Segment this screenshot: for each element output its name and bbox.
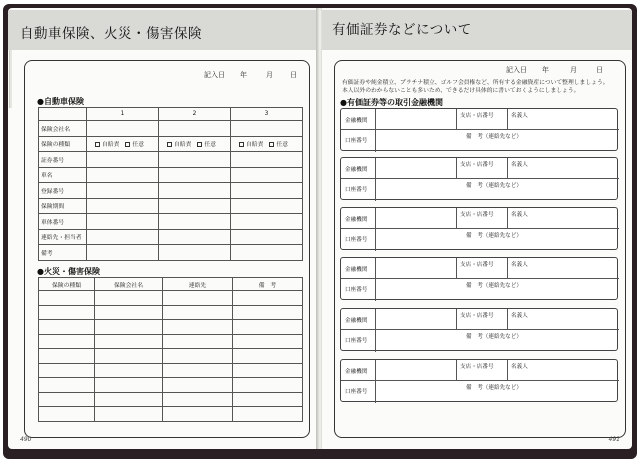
notes-label: 備 考（連絡先など） (466, 283, 522, 289)
entry-cell[interactable] (231, 245, 303, 261)
divider (456, 158, 457, 178)
entry-cell[interactable] (163, 334, 233, 349)
divider (507, 208, 508, 228)
divider (375, 158, 376, 201)
checkbox-option[interactable] (125, 139, 144, 148)
bank-record (340, 359, 618, 402)
branch-label: 支店・店番号 (460, 262, 494, 268)
column-header: 保険会社名 (95, 278, 163, 291)
account-label: 口座番号 (345, 287, 368, 293)
branch-label: 支店・店番号 (460, 162, 494, 168)
fire-insurance-table (38, 277, 303, 422)
entry-cell[interactable] (159, 229, 231, 245)
checkbox-icon[interactable] (167, 142, 172, 147)
institution-label: 金融機関 (345, 369, 368, 375)
column-header: 1 (87, 108, 159, 121)
table-row (39, 320, 303, 335)
right-page (322, 8, 632, 449)
right-page-title: 有価証券などについて (332, 22, 472, 38)
table-row (39, 291, 303, 306)
institution-label: 金融機関 (345, 118, 368, 124)
holder-label: 名義人 (511, 212, 528, 218)
checkbox-icon[interactable] (197, 142, 202, 147)
checkbox-icon[interactable] (239, 142, 244, 147)
table-row (39, 407, 303, 422)
branch-label: 支店・店番号 (460, 212, 494, 218)
entry-cell[interactable] (233, 320, 303, 335)
account-label: 口座番号 (345, 389, 368, 395)
auto-insurance-title: ●自動車保険 (37, 97, 84, 106)
entry-cell[interactable] (39, 291, 95, 306)
institution-field[interactable] (377, 110, 455, 128)
entry-cell[interactable] (159, 121, 231, 137)
table-row (39, 152, 303, 168)
entry-cell[interactable] (87, 198, 159, 214)
divider (375, 258, 376, 301)
holder-label: 名義人 (511, 262, 528, 268)
entry-cell[interactable] (95, 378, 163, 393)
entry-cell[interactable] (233, 349, 303, 364)
divider (375, 208, 376, 251)
notes-label: 備 考（連絡先など） (466, 134, 522, 140)
divider (375, 109, 376, 152)
entry-cell[interactable] (159, 152, 231, 168)
holder-label: 名義人 (511, 364, 528, 370)
divider (341, 329, 456, 330)
auto-insurance-table (38, 107, 303, 261)
holder-label: 名義人 (511, 313, 528, 319)
checkbox-icon[interactable] (95, 142, 100, 147)
entry-cell[interactable] (159, 136, 231, 152)
divider (375, 309, 376, 352)
entry-cell[interactable] (95, 349, 163, 364)
account-label: 口座番号 (345, 187, 368, 193)
entry-cell[interactable] (233, 392, 303, 407)
divider (456, 329, 619, 330)
notes-label: 備 考（連絡先など） (466, 183, 522, 189)
entry-cell[interactable] (163, 305, 233, 320)
entry-cell[interactable] (163, 378, 233, 393)
table-row (39, 334, 303, 349)
divider (456, 208, 457, 228)
divider (341, 228, 456, 229)
entry-cell[interactable] (95, 392, 163, 407)
bank-record (340, 157, 618, 200)
account-label: 口座番号 (345, 338, 368, 344)
table-row (39, 214, 303, 230)
entry-cell[interactable] (87, 229, 159, 245)
table-row (39, 198, 303, 214)
holder-label: 名義人 (511, 113, 528, 119)
date-month: 月 (266, 71, 273, 79)
checkbox-label: 任意 (132, 142, 145, 149)
divider (375, 360, 376, 403)
checkbox-option[interactable] (269, 139, 288, 148)
entry-cell[interactable] (163, 363, 233, 378)
institution-field[interactable] (377, 259, 455, 277)
entry-cell[interactable] (39, 305, 95, 320)
left-header-band (8, 10, 318, 50)
date-day: 日 (596, 66, 603, 74)
entry-cell[interactable] (231, 136, 303, 152)
entry-cell[interactable] (87, 152, 159, 168)
entry-cell[interactable] (87, 214, 159, 230)
institution-label: 金融機関 (345, 167, 368, 173)
checkbox-label: 自賠責 (102, 142, 120, 149)
left-page-title: 自動車保険、火災・傷害保険 (20, 26, 202, 42)
bank-record (340, 257, 618, 300)
account-label: 口座番号 (345, 138, 368, 144)
row-label: 車名 (39, 167, 87, 183)
checkbox-icon[interactable] (125, 142, 130, 147)
table-row (39, 305, 303, 320)
divider (507, 309, 508, 329)
checkbox-option[interactable] (95, 139, 119, 148)
table-row (39, 183, 303, 199)
checkbox-option[interactable] (167, 139, 191, 148)
account-field[interactable] (377, 131, 455, 150)
account-field[interactable] (377, 230, 455, 249)
checkbox-label: 自賠責 (174, 142, 192, 149)
left-page-number: 490 (20, 436, 32, 443)
date-year: 年 (542, 66, 549, 74)
entry-cell[interactable] (163, 349, 233, 364)
bank-record (340, 308, 618, 351)
divider (456, 129, 619, 130)
branch-label: 支店・店番号 (460, 113, 494, 119)
institution-field[interactable] (377, 361, 455, 379)
fire-insurance-title: ●火災・傷害保険 (37, 267, 100, 276)
entry-cell[interactable] (233, 291, 303, 306)
entry-cell[interactable] (159, 167, 231, 183)
entry-cell[interactable] (231, 198, 303, 214)
entry-cell[interactable] (233, 305, 303, 320)
date-month: 月 (570, 66, 577, 74)
account-label: 口座番号 (345, 237, 368, 243)
entry-cell[interactable] (95, 407, 163, 422)
entry-cell[interactable] (39, 334, 95, 349)
divider (456, 109, 457, 129)
checkbox-label: 自賠責 (246, 142, 264, 149)
row-label: 保険期間 (39, 198, 87, 214)
column-header: 連絡先 (163, 278, 233, 291)
column-header: 備 考 (233, 278, 303, 291)
table-row (39, 229, 303, 245)
checkbox-label: 任意 (276, 142, 289, 149)
entry-cell[interactable] (231, 214, 303, 230)
institution-field[interactable] (377, 310, 455, 328)
divider (507, 258, 508, 278)
divider (456, 380, 619, 381)
bank-record (340, 207, 618, 250)
account-field[interactable] (377, 280, 455, 299)
entry-cell[interactable] (159, 183, 231, 199)
entry-cell[interactable] (87, 167, 159, 183)
entry-cell[interactable] (231, 167, 303, 183)
column-header: 2 (159, 108, 231, 121)
row-label: 保険の種類 (39, 136, 87, 152)
checkbox-label: 任意 (204, 142, 217, 149)
institution-field[interactable] (377, 159, 455, 177)
date-label: 記入日 (204, 71, 225, 79)
institution-label: 金融機関 (345, 267, 368, 273)
divider (507, 109, 508, 129)
entry-cell[interactable] (39, 349, 95, 364)
table-corner-cell (39, 108, 87, 121)
row-label: 車体番号 (39, 214, 87, 230)
divider (456, 360, 457, 380)
table-row (39, 121, 303, 137)
left-page (8, 8, 318, 449)
entry-cell[interactable] (231, 121, 303, 137)
entry-cell[interactable] (233, 378, 303, 393)
entry-cell[interactable] (39, 320, 95, 335)
entry-cell[interactable] (87, 136, 159, 152)
right-header-band (322, 10, 632, 50)
entry-cell[interactable] (163, 407, 233, 422)
institution-field[interactable] (377, 209, 455, 227)
divider (456, 309, 457, 329)
notes-label: 備 考（連絡先など） (466, 334, 522, 340)
column-header: 保険の種類 (39, 278, 95, 291)
intro-text: 有価証券や純金積立、プラチナ積立、ゴルフ会員権など、所有する金融資産について整理しましょう。本人以外のわからないことも多いため、できるだけ具体的に書いておくようにしましょう。 (342, 80, 609, 94)
entry-cell[interactable] (95, 305, 163, 320)
row-label: 証券番号 (39, 152, 87, 168)
table-row (39, 349, 303, 364)
row-label: 連絡先・担当者 (39, 229, 87, 245)
entry-cell[interactable] (87, 183, 159, 199)
entry-cell[interactable] (231, 152, 303, 168)
entry-cell[interactable] (95, 291, 163, 306)
divider (341, 129, 456, 130)
table-row (39, 363, 303, 378)
holder-label: 名義人 (511, 162, 528, 168)
entry-cell[interactable] (39, 378, 95, 393)
entry-cell[interactable] (231, 183, 303, 199)
date-year: 年 (240, 71, 247, 79)
institution-label: 金融機関 (345, 217, 368, 223)
table-row (39, 167, 303, 183)
date-day: 日 (290, 71, 297, 79)
divider (341, 380, 456, 381)
notes-label: 備 考（連絡先など） (466, 385, 522, 391)
entry-cell[interactable] (233, 363, 303, 378)
entry-cell[interactable] (95, 320, 163, 335)
entry-cell[interactable] (39, 407, 95, 422)
branch-label: 支店・店番号 (460, 313, 494, 319)
entry-cell[interactable] (233, 407, 303, 422)
table-header-row (39, 278, 303, 291)
entry-cell[interactable] (231, 229, 303, 245)
row-label: 保険会社名 (39, 121, 87, 137)
divider (341, 178, 456, 179)
table-row (39, 245, 303, 261)
row-label: 登録番号 (39, 183, 87, 199)
table-row (39, 136, 303, 152)
table-row (39, 378, 303, 393)
account-field[interactable] (377, 331, 455, 350)
institution-label: 金融機関 (345, 318, 368, 324)
date-label: 記入日 (506, 66, 527, 74)
bank-record (340, 108, 618, 151)
entry-cell[interactable] (95, 363, 163, 378)
entry-cell[interactable] (163, 291, 233, 306)
entry-cell[interactable] (159, 214, 231, 230)
divider (341, 278, 456, 279)
branch-label: 支店・店番号 (460, 364, 494, 370)
account-field[interactable] (377, 180, 455, 199)
divider (456, 228, 619, 229)
entry-cell[interactable] (95, 334, 163, 349)
column-header: 3 (231, 108, 303, 121)
divider (456, 258, 457, 278)
divider (507, 158, 508, 178)
entry-cell[interactable] (163, 320, 233, 335)
row-label: 備考 (39, 245, 87, 261)
divider (507, 360, 508, 380)
checkbox-option[interactable] (239, 139, 263, 148)
notes-label: 備 考（連絡先など） (466, 233, 522, 239)
entry-cell[interactable] (233, 334, 303, 349)
checkbox-icon[interactable] (269, 142, 274, 147)
entry-cell[interactable] (87, 121, 159, 137)
account-field[interactable] (377, 382, 455, 401)
checkbox-option[interactable] (197, 139, 216, 148)
entry-cell[interactable] (39, 392, 95, 407)
entry-cell[interactable] (39, 363, 95, 378)
entry-cell[interactable] (159, 245, 231, 261)
right-page-number: 491 (608, 436, 620, 443)
bank-section-title: ●有価証券等の取引金融機関 (340, 98, 443, 107)
entry-cell[interactable] (87, 245, 159, 261)
table-row (39, 392, 303, 407)
divider (456, 278, 619, 279)
table-header-row (39, 108, 303, 121)
divider (456, 178, 619, 179)
entry-cell[interactable] (159, 198, 231, 214)
entry-cell[interactable] (163, 392, 233, 407)
